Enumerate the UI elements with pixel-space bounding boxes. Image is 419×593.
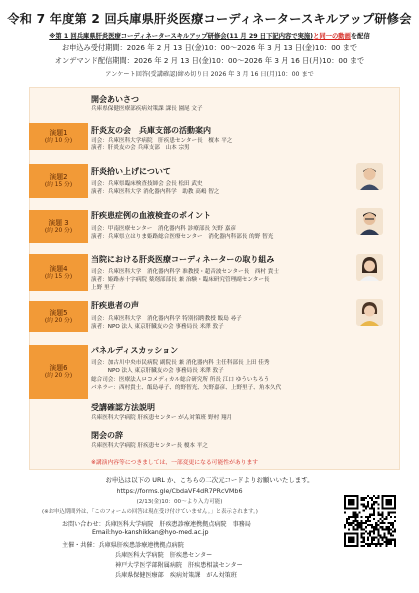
notice-line xyxy=(0,31,419,40)
lecture-2-line: 演者：兵庫医科大学 消化器内科学 助教 高嶋 智之 xyxy=(91,189,220,195)
lecture-3-tab xyxy=(29,210,88,243)
lecture-label: 演題5 xyxy=(49,308,68,317)
lecture-6-line: NPO 法人 東京肝臓友の会 事務局長 米澤 敦子 xyxy=(91,368,224,374)
application-url[interactable]: https://forms.gle/CbdaVF4dR7PRcVMb6 xyxy=(116,487,243,495)
lecture-label: 演題2 xyxy=(49,173,68,181)
lecture-duration: (約 10 分) xyxy=(44,137,73,144)
lecture-4-line: 演者：姫路赤十字病院 薬剤部部長 兼 治験・臨床研究管理副センター長 xyxy=(91,277,270,283)
organizer-line: 兵庫県保健医療部 疾病対策課 がん対策班 xyxy=(115,572,237,579)
apply-instructions: お申込は以下の URL か、こちらの二次元コードよりお願いいたします。 xyxy=(105,476,314,484)
application-period: お申込み受付期間：2026 年 2 月 13 日(金)10：00〜2026 年 3 月 13 日(金)10：00 まで xyxy=(61,43,358,52)
speaker-photo xyxy=(356,254,383,281)
lecture-2-tab xyxy=(29,164,88,198)
organizer-line: 兵庫医科大学病院 肝疾患センター xyxy=(115,552,213,559)
lecture-label: 演題4 xyxy=(49,264,68,273)
lecture-1-line: 司会：兵庫医科大学病院 肝疾患センター長 榎本 平之 xyxy=(91,138,233,144)
lecture-duration: (約 20 分) xyxy=(44,317,73,324)
lecture-1-line: 演者：肝炎友の会 兵庫支部 山本 宗男 xyxy=(91,145,190,151)
qr-code[interactable] xyxy=(344,495,396,547)
lecture-1-title: 肝炎友の会 兵庫支部の活動案内 xyxy=(91,126,211,135)
organizer-line: 主催・共催：兵庫県肝疾患診療連携拠点病院 xyxy=(62,542,184,549)
lecture-6-line: 総合司会：医療法人ロコメディカル総合研究所 所長 江口 ゆういちろう xyxy=(91,377,270,383)
lecture-3-line: 司会：甲南医療センター 消化器内科 診療部長 矢野 嘉彦 xyxy=(91,226,236,232)
confirmation-title: 受講確認方法説明 xyxy=(91,403,155,412)
opening-speaker: 兵庫県保健医療部疾病対策課 課長 園尾 文子 xyxy=(91,106,203,112)
lecture-5-title: 肝疾患者の声 xyxy=(91,301,139,310)
lecture-6-title: パネルディスカッション xyxy=(91,346,179,355)
lecture-5-tab xyxy=(29,301,88,332)
lecture-label: 演題1 xyxy=(49,128,68,137)
speaker-photo xyxy=(356,163,383,190)
opening-title: 開会あいさつ xyxy=(91,95,139,104)
closed-form-note: (※お申込期間外は、「このフォームの回答は現在受け付けていません。」と表示されます。) xyxy=(42,509,258,515)
closing-speaker: 兵庫医科大学病院 肝疾患センター長 榎本 平之 xyxy=(91,443,208,449)
lecture-duration: (約 15 分) xyxy=(44,273,73,280)
lecture-duration: (約 20 分) xyxy=(44,227,73,234)
notice-end: を配信 xyxy=(350,33,370,40)
notice-highlight: と同一の動画 xyxy=(313,33,351,40)
lecture-2-line: 司会：兵庫県臨床検査技師会 会長 松田 武史 xyxy=(91,181,203,187)
lecture-2-title: 肝炎拾い上げについて xyxy=(91,167,171,176)
lecture-label: 演題6 xyxy=(49,364,68,372)
confirmation-speaker: 兵庫医科大学病院 肝疾患センター がん対策班 野村 翔月 xyxy=(91,415,233,421)
lecture-1-tab xyxy=(29,123,88,150)
speaker-photo xyxy=(356,208,383,235)
survey-deadline: アンケート回答(受講確認)締め切り日 2026 年 3 月 16 日(月)10：00 まで xyxy=(105,71,314,78)
program-note: ※講演内容等につきましては、一部変更になる可能性があります xyxy=(91,460,259,466)
contact-line: お問い合わせ：兵庫医科大学病院 肝疾患診療連携拠点病院 事務局 xyxy=(62,521,251,528)
page-title: 令和 7 年度第 2 回兵庫県肝炎医療コーディネータースキルアップ研修会 xyxy=(7,12,412,26)
url-note: (2/13(金)10：00〜より入力可能) xyxy=(136,499,223,505)
lecture-6-tab xyxy=(29,345,88,399)
streaming-period: オンデマンド配信期間：2026 年 2 月 13 日(金)10：00〜2026 年 3 月 16 日(月)10：00 まで xyxy=(54,56,365,65)
lecture-duration: (約 20 分) xyxy=(44,373,73,379)
lecture-6-line: パネラー：西村貴士、飯島尋子、的野智光、矢野嘉彦、上野里子、角本久代 xyxy=(91,385,282,391)
lecture-4-line: 上野 里子 xyxy=(91,285,116,291)
closing-title: 閉会の辞 xyxy=(91,431,123,440)
notice-prefix: ※第 1 回兵庫県肝炎医療コーディネータースキルアップ研修会(11 月 29 日下記内容で実施) xyxy=(49,33,314,40)
speaker-photo xyxy=(356,299,383,326)
lecture-6-line: 司会：加古川中央市民病院 副院長 兼 消化器内科 主任科部長 上田 佳秀 xyxy=(91,360,270,366)
organizer-line: 神戸大学医学部附属病院 肝疾患相談センター xyxy=(115,562,243,569)
lecture-3-line: 演者：兵庫県立はりま姫路総合医療センター 消化器内科部長 的野 智光 xyxy=(91,234,274,240)
lecture-label: 演題 3 xyxy=(48,218,69,227)
lecture-duration: (約 15 分) xyxy=(44,182,73,188)
lecture-4-title: 当院における肝炎医療コーディネーターの取り組み xyxy=(91,255,275,264)
lecture-4-tab xyxy=(29,254,88,291)
lecture-5-line: 司会：兵庫医科大学 消化器内科学 特別招聘教授 飯島 尋子 xyxy=(91,316,242,322)
contact-email[interactable]: Email:hyo-kanshikkan@hyo-med.ac.jp xyxy=(92,529,209,536)
lecture-5-line: 演者：NPO 法人 東京肝臓友の会 事務局長 米澤 敦子 xyxy=(91,324,224,330)
lecture-4-line: 司会：兵庫医科大学 消化器内科学 准教授・超音波センター長 西村 貴士 xyxy=(91,269,279,275)
lecture-3-title: 肝疾患症例の血液検査のポイント xyxy=(91,211,211,220)
